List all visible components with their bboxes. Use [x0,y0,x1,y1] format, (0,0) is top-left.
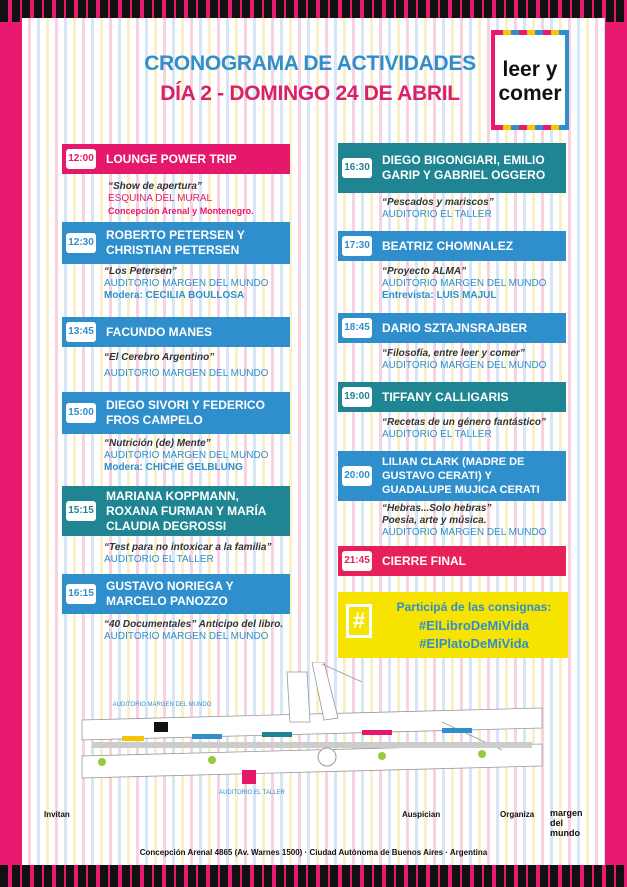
slot-18-45 [338,313,566,343]
talk-title: “Pescados y mariscos” [382,197,494,208]
slot-16-15-desc [104,619,299,643]
venue: AUDITORIO MARGEN DEL MUNDO [382,360,547,371]
slot-13-45-desc [104,352,294,380]
organiza-label: Organiza [500,810,535,819]
slot-12-00-desc [108,181,293,217]
slot-time: 17:30 [342,236,372,256]
slot-name: MARIANA KOPPMANN, ROXANA FURMAN Y MARÍA CLAUDIA DEGROSSI [106,488,267,533]
slot-name: LOUNGE POWER TRIP [106,151,237,166]
sponsors-row [44,806,592,840]
page-subtitle: DÍA 2 - DOMINGO 24 DE ABRIL [160,82,460,105]
slot-time: 12:30 [66,233,96,253]
slot-17-30 [338,231,566,261]
slot-name: FACUNDO MANES [106,324,213,339]
bottom-border [0,865,627,887]
slot-time: 16:15 [66,584,96,604]
slot-name: GUSTAVO NORIEGA Y MARCELO PANOZZO [106,579,234,608]
venue: AUDITORIO MARGEN DEL MUNDO [104,631,269,642]
talk-title: “Recetas de un género fantástico” [382,417,546,428]
slot-time: 16:30 [342,158,372,178]
venue: AUDITORIO EL TALLER [104,554,214,565]
slot-name: LILIAN CLARK (MADRE DE GUSTAVO CERATI) Y GUADALUPE MUJICA CERATI [382,456,540,496]
footer-address: Concepción Arenal 4865 (Av. Warnes 1500) · Ciudad Autónoma de Buenos Aires · Argentina [139,848,488,857]
slot-time: 21:45 [342,551,372,571]
slot-12-30-desc [104,266,294,302]
hashtag-icon: # [346,604,372,638]
slot-16-30 [338,143,566,193]
slot-17-30-desc [382,266,572,302]
hashtag-1: #ElLibroDeMiVida [418,618,530,633]
logo-line-2: comer [498,82,562,105]
talk-title: “Hebras...Solo hebras” [382,503,492,514]
slot-name: DARIO SZTAJNSRAJBER [382,320,528,335]
slot-name: DIEGO BIGONGIARI, EMILIO GARIP Y GABRIEL OGGERO [382,153,546,182]
venue: AUDITORIO MARGEN DEL MUNDO [104,368,269,379]
slot-15-00 [62,392,290,434]
talk-title: “Nutrición (de) Mente” [104,438,211,449]
margen-logo-text: margen del mundo [550,808,583,838]
slot-12-30 [62,222,290,264]
hashtag-intro: Participá de las consignas: [396,600,552,614]
slot-time: 15:00 [66,403,96,423]
talk-title: “Proyecto ALMA” [382,266,467,277]
slot-12-00 [62,144,290,174]
moderator: Modera: CECILIA BOULLOSA [104,290,245,301]
venue-extra: Concepción Arenal y Montenegro. [108,206,254,216]
slot-name: TIFFANY CALLIGARIS [382,389,509,404]
venue-map [62,662,562,802]
venue: ESQUINA DEL MURAL [108,193,213,204]
slot-time: 15:15 [66,501,96,521]
talk-title: “40 Documentales” Anticipo del libro. [104,619,284,630]
page-title: CRONOGRAMA DE ACTIVIDADES [144,52,476,75]
talk-title: “El Cerebro Argentino” [104,352,215,363]
interviewer: Entrevista: LUIS MAJUL [382,290,497,301]
talk-title: “Los Petersen” [104,266,177,277]
slot-name: DIEGO SIVORI Y FEDERICO FROS CAMPELO [106,398,265,427]
slot-15-15 [62,486,290,536]
map-label-taller: AUDITORIO EL TALLER [219,790,285,796]
margen-stage-icon [154,722,168,732]
slot-16-15 [62,574,290,614]
venue: AUDITORIO EL TALLER [382,209,492,220]
slot-time: 20:00 [342,466,372,486]
slot-name: CIERRE FINAL [382,553,466,568]
slot-21-45 [338,546,566,576]
slot-15-15-desc [104,542,299,566]
logo-line-1: leer y [502,58,558,81]
map-label-margen: AUDITORIO MARGEN DEL MUNDO [112,702,212,708]
moderator: Modera: CHICHE GELBLUNG [104,462,243,473]
slot-19-00-desc [382,417,572,441]
auspician-label: Auspician [402,810,441,819]
slot-time: 19:00 [342,387,372,407]
invitan-label: Invitan [44,810,70,819]
slot-name: ROBERTO PETERSEN Y CHRISTIAN PETERSEN [106,228,245,257]
hashtag-box [338,592,568,658]
talk-title: “Filosofía, entre leer y comer” [382,348,525,359]
talk-subtitle: Poesía, arte y música. [382,515,487,526]
slot-name: BEATRIZ CHOMNALEZ [382,238,514,253]
hashtag-2: #ElPlatoDeMiVida [419,636,529,651]
slot-15-00-desc [104,438,294,474]
venue: AUDITORIO MARGEN DEL MUNDO [382,527,547,538]
slot-20-00 [338,451,566,501]
venue: AUDITORIO MARGEN DEL MUNDO [104,278,269,289]
slot-13-45 [62,317,290,347]
talk-title: “Test para no intoxicar a la familia” [104,542,272,553]
leer-y-comer-logo [491,30,569,130]
taller-stage-icon [242,770,256,784]
slot-16-30-desc [382,197,572,221]
venue: AUDITORIO EL TALLER [382,429,492,440]
venue: AUDITORIO MARGEN DEL MUNDO [104,450,269,461]
slot-20-00-desc [382,503,572,539]
slot-time: 12:00 [66,149,96,169]
talk-title: “Show de apertura” [108,181,202,192]
slot-18-45-desc [382,348,572,372]
slot-time: 18:45 [342,318,372,338]
slot-time: 13:45 [66,322,96,342]
venue: AUDITORIO MARGEN DEL MUNDO [382,278,547,289]
slot-19-00 [338,382,566,412]
